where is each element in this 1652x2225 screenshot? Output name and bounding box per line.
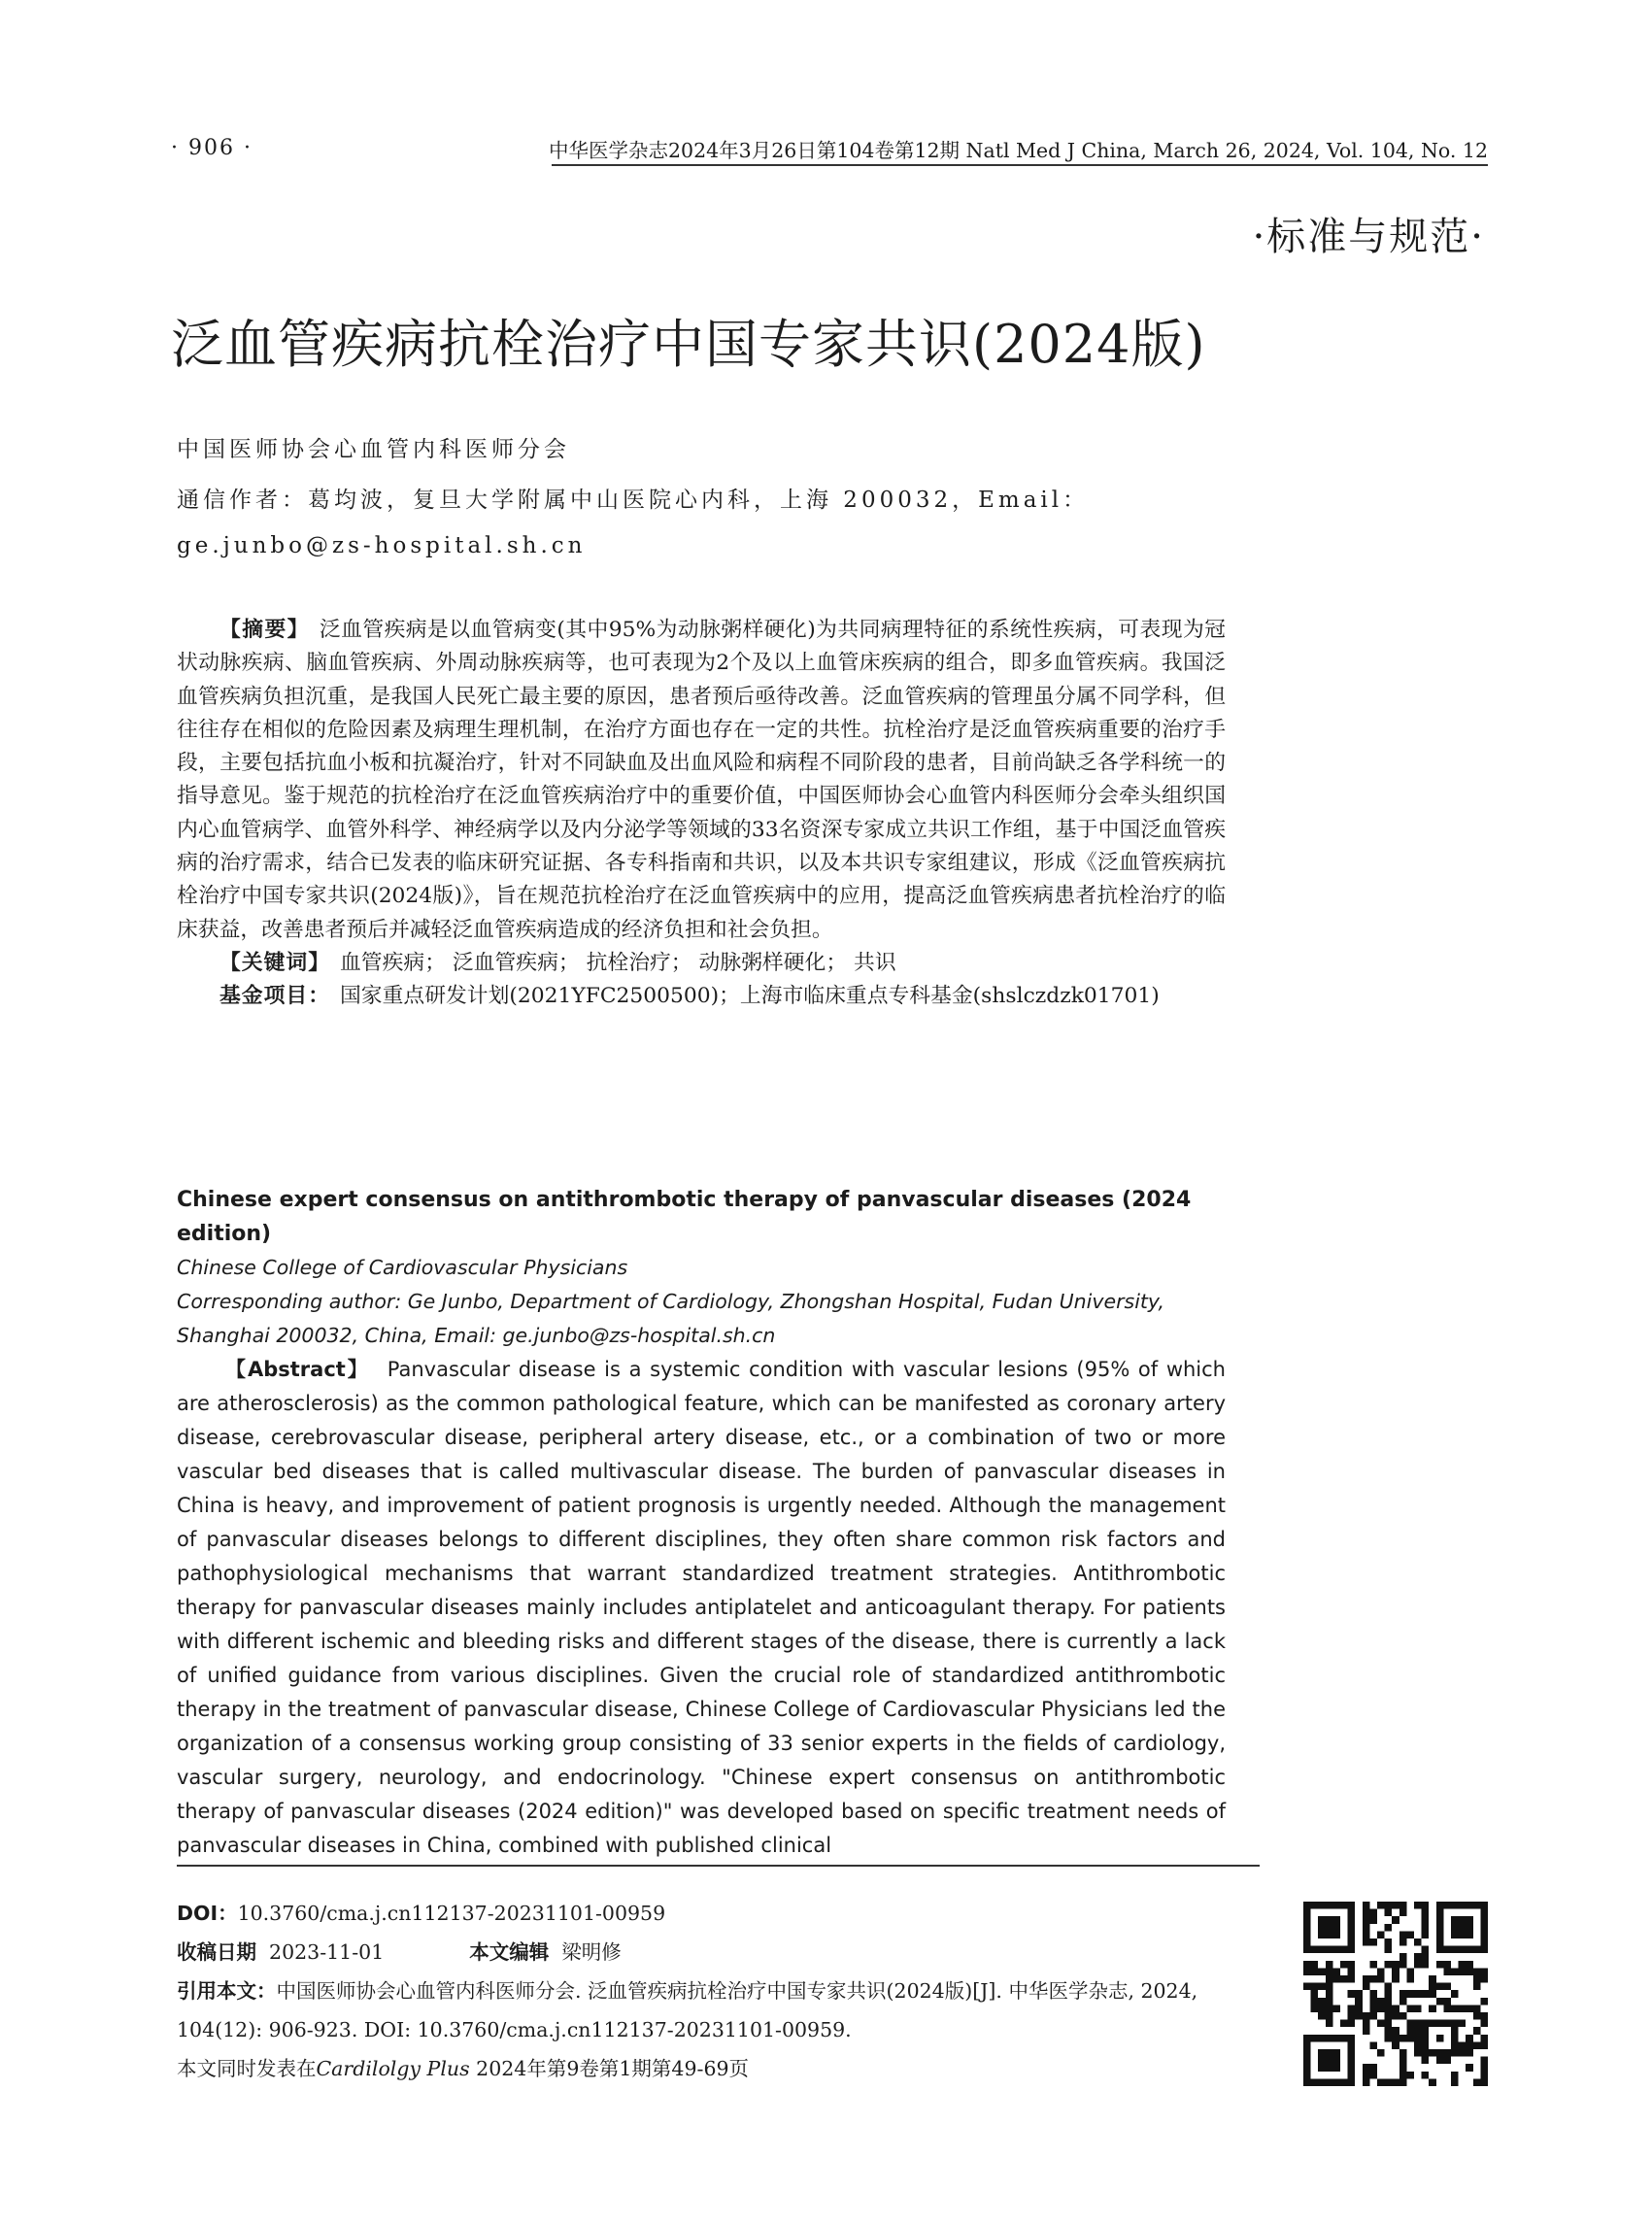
header-rule <box>552 164 1488 166</box>
co-publication-line <box>177 2049 1264 2088</box>
author-affiliation: 中国医师协会心血管内科医师分会 <box>177 437 570 462</box>
copub-prefix: 本文同时发表在 <box>177 2057 317 2080</box>
article-footer <box>177 1894 1264 2088</box>
cn-keywords-label: 【关键词】 <box>219 950 330 975</box>
copub-suffix: 2024年第9卷第1期第49-69页 <box>476 2057 750 2080</box>
english-authors: Chinese College of Cardiovascular Physicians <box>177 1256 628 1279</box>
doi-label: DOI： <box>177 1902 238 1925</box>
received-label: 收稿日期 <box>177 1940 256 1964</box>
section-label: ·标准与规范· <box>1252 215 1485 259</box>
qr-code-icon <box>1303 1902 1488 2086</box>
editor-label: 本文编辑 <box>469 1940 550 1964</box>
english-abstract <box>177 1353 1226 1863</box>
copub-journal: Cardilolgy Plus <box>316 2057 470 2080</box>
corresponding-author: 通信作者：葛均波，复旦大学附属中山医院心内科，上海 200032，Email：ge.junbo@zs-hospital.sh.cn <box>177 488 1090 558</box>
running-head: 中华医学杂志2024年3月26日第104卷第12期 Natl Med J China, March 26, 2024, Vol. 104, No. 12 <box>549 139 1488 162</box>
cn-keywords <box>177 947 1226 980</box>
english-abstract-text: Panvascular disease is a systemic condition with vascular lesions (95% of which are atherosclerosis) as the common pathological feature, which can be manifested as coronary artery disease, cerebrovascular disease, peripheral artery disease, etc., or a combination of two or more vascular bed diseases that is called multivascular disease. The burden of panvascular diseases in China is heavy, and improvement of patient prognosis is urgently needed. Although the management of panvascular diseases belongs to different disciplines, they often share common risk factors and pathophysiological mechanisms that warrant standardized treatment strategies. Antithrombotic therapy for panvascular diseases mainly includes antiplatelet and anticoagulant therapy. For patients with different ischemic and bleeding risks and different stages of the disease, there is currently a lack of unified guidance from various disciplines. Given the crucial role of standardized antithrombotic therapy in the treatment of panvascular disease, Chinese College of Cardiovascular Physicians led the organization of a consensus working group consisting of 33 senior experts in the fields of cardiology, vascular surgery, neurology, and endocrinology. "Chinese expert consensus on antithrombotic therapy of panvascular diseases (2024 edition)" was developed based on specific treatment needs of panvascular diseases in China, combined with published clinical <box>177 1358 1226 1857</box>
chinese-abstract <box>177 614 1226 1014</box>
citation-line <box>177 1972 1263 2049</box>
page-number: · 906 · <box>171 136 253 160</box>
cn-abstract-label: 【摘要】 <box>219 618 310 642</box>
cn-funding <box>177 980 1226 1013</box>
editor-name: 梁明修 <box>561 1940 622 1964</box>
cn-abstract-text: 泛血管疾病是以血管病变(其中95%为动脉粥样硬化)为共同病理特征的系统性疾病，可表现为冠状动脉疾病、脑血管疾病、外周动脉疾病等，也可表现为2个及以上血管床疾病的组合，即多血管疾病。我国泛血管疾病负担沉重，是我国人民死亡最主要的原因，患者预后亟待改善。泛血管疾病的管理虽分属不同学科，但往往存在相似的危险因素及病理生理机制，在治疗方面也存在一定的共性。抗栓治疗是泛血管疾病重要的治疗手段，主要包括抗血小板和抗凝治疗，针对不同缺血及出血风险和病程不同阶段的患者，目前尚缺乏各学科统一的指导意见。鉴于规范的抗栓治疗在泛血管疾病治疗中的重要价值，中国医师协会心血管内科医师分会牵头组织国内心血管病学、血管外科学、神经病学以及内分泌学等领域的33名资深专家成立共识工作组，基于中国泛血管疾病的治疗需求，结合已发表的临床研究证据、各专科指南和共识，以及本共识专家组建议，形成《泛血管疾病抗栓治疗中国专家共识(2024版)》，旨在规范抗栓治疗在泛血管疾病中的应用，提高泛血管疾病患者抗栓治疗的临床获益，改善患者预后并减轻泛血管疾病造成的经济负担和社会负担。 <box>177 618 1226 942</box>
english-title: Chinese expert consensus on antithrombotic therapy of panvascular diseases (2024 edition) <box>177 1188 1192 1246</box>
footer-rule <box>177 1865 1260 1867</box>
dates-line <box>177 1933 1264 1972</box>
cite-text: 中国医师协会心血管内科医师分会. 泛血管疾病抗栓治疗中国专家共识(2024版)[J]. 中华医学杂志, 2024, 104(12): 906-923. DOI: 10.3760/cma.j.cn112137-20231101-00959. <box>177 1979 1198 2041</box>
cite-label: 引用本文： <box>177 1979 277 2003</box>
cn-abstract-paragraph <box>177 614 1226 947</box>
english-correspondence: Corresponding author: Ge Junbo, Department of Cardiology, Zhongshan Hospital, Fudan University, Shanghai 200032, China, Email: ge.junbo@zs-hospital.sh.cn <box>177 1290 1164 1347</box>
received-date: 2023-11-01 <box>269 1940 385 1964</box>
article-title: 泛血管疾病抗栓治疗中国专家共识(2024版) <box>171 314 1206 375</box>
english-abstract-label: 【Abstract】 <box>225 1358 370 1381</box>
doi-line <box>177 1894 1264 1933</box>
cn-funding-label: 基金项目： <box>219 984 330 1009</box>
english-abstract-block <box>177 1183 1226 1863</box>
cn-keywords-text: 血管疾病； 泛血管疾病； 抗栓治疗； 动脉粥样硬化； 共识 <box>340 950 896 975</box>
doi-value: 10.3760/cma.j.cn112137-20231101-00959 <box>237 1902 666 1925</box>
cn-funding-text: 国家重点研发计划(2021YFC2500500)；上海市临床重点专科基金(shslczdzk01701) <box>340 984 1160 1009</box>
